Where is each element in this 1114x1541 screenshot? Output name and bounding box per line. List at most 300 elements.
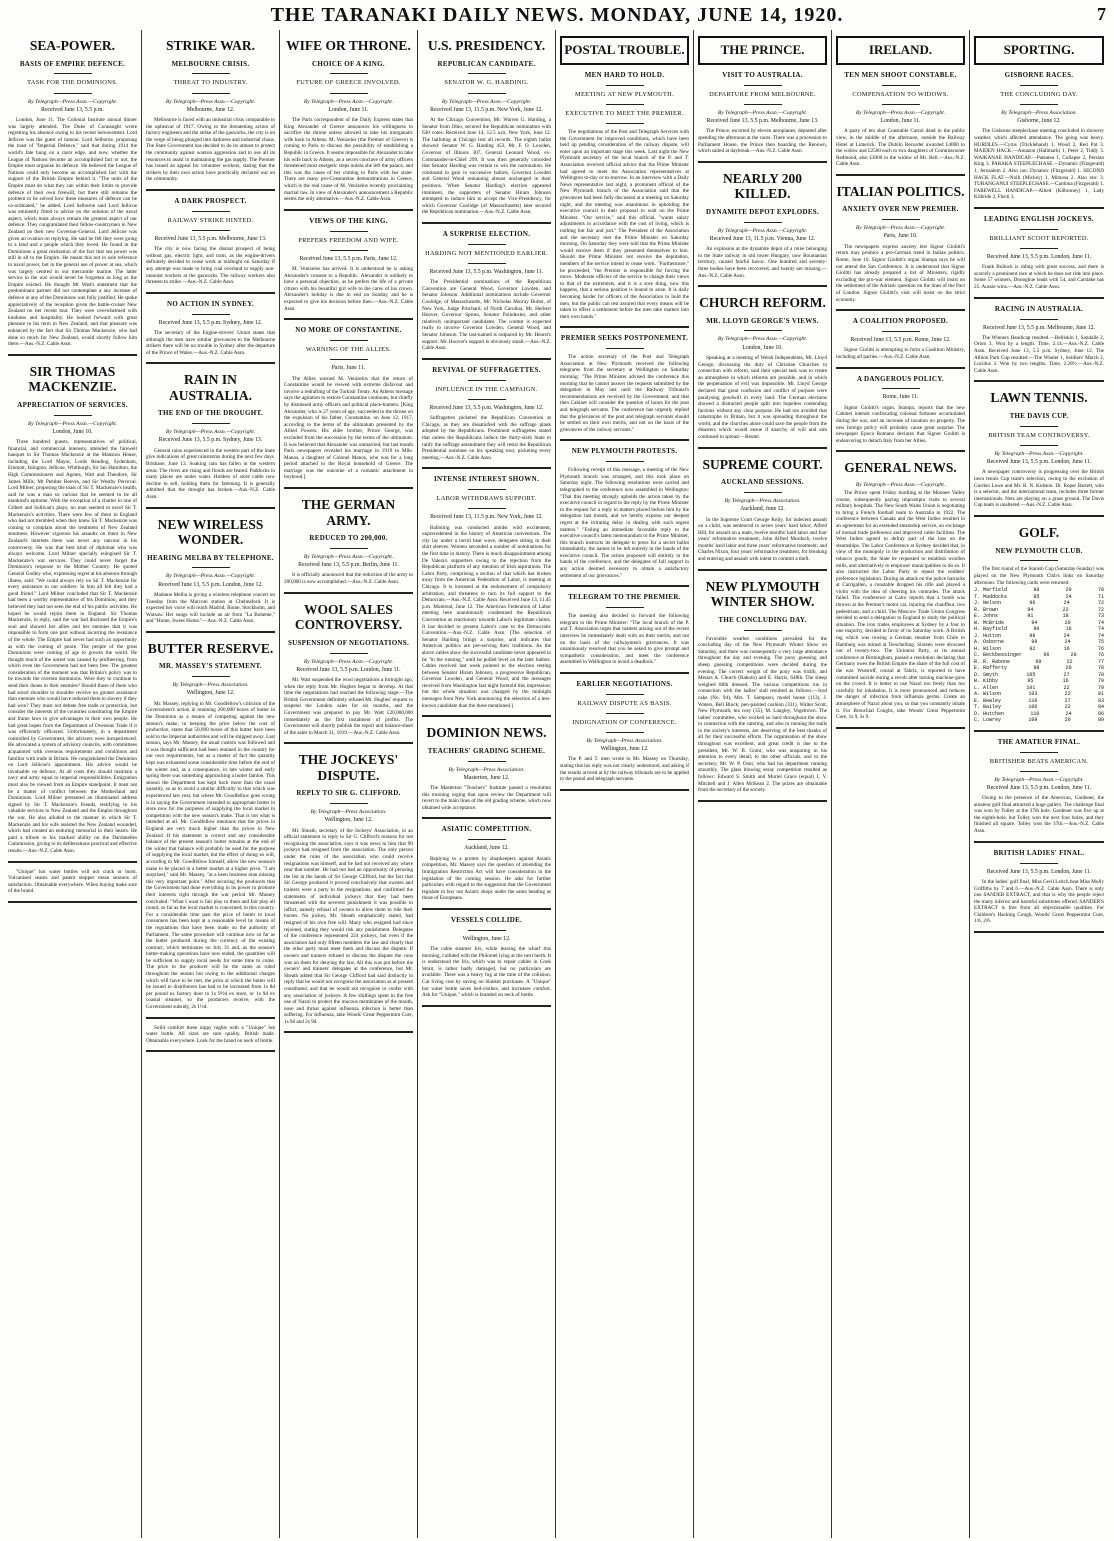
dateline: Rome, June 11. — [882, 394, 919, 401]
table-cell: 74 — [1097, 619, 1104, 626]
subheading: REPLY TO SIR G. CLIFFORD. — [296, 789, 401, 798]
subheading: AUCKLAND SESSIONS. — [721, 478, 804, 487]
article — [422, 38, 551, 216]
table-cell: 103 — [1028, 691, 1038, 698]
article-body: The Presidential nominations of the Republican Convention are General Wood, Governor Lowden, and Senator Johnson. Additional nominations include Governor Coolidge, of Massachusetts, Mr. Nicholas Murray Butler, of New York, Judge Pritchard, of North Carolina, Mr. Herbert Hoover, Governor Sprout, Senator Poindexter, and other relatively unimportant candidates. The contest is expected really to involve Governor Lowden, General Wood, and Senator Johnson. The last-named is outpaced by Mr. Hearst's support. Mr. Hoover's support is obviously small.—Aus.-N.Z. Cable Assn. — [422, 279, 551, 352]
article-separator — [284, 592, 413, 594]
dateline: Received June 13, 5.5 p.m. Sydney, June 12. — [158, 319, 263, 326]
article-body: Signor Giolitti's organ, Stampa, reports that the new Cabinet intends confiscating colossal fortunes accumulated during the war, and an increase of taxation on property. The new foreign policy will probably cause great surprise. The newspaper Epoca Romano declares that Signor Giolitti is endeavoring to detach Italy from her Allies. — [836, 404, 965, 444]
page-number: 7 — [1097, 4, 1106, 24]
divider — [330, 803, 368, 804]
table-cell: 16 — [1063, 645, 1070, 652]
divider — [1020, 560, 1058, 561]
table-cell: 90 — [1033, 626, 1040, 633]
divider — [1020, 445, 1058, 446]
table-cell: 101 — [1026, 684, 1036, 691]
article — [698, 579, 827, 794]
table-cell: 20 — [1065, 665, 1072, 672]
table-cell: 96 — [1029, 600, 1036, 607]
divider — [606, 104, 644, 105]
table-cell: 24 — [1063, 632, 1070, 639]
table-cell: 27 — [1063, 671, 1070, 678]
headline: THE PRINCE. — [698, 36, 827, 65]
dateline: Received June 13, 5.5 p.m. — [41, 106, 104, 113]
article-separator — [836, 367, 965, 369]
table-cell: 20 — [1064, 717, 1071, 724]
article-separator — [284, 742, 413, 744]
table-cell: 22 — [1063, 684, 1070, 691]
divider — [744, 492, 782, 493]
newspaper-column — [832, 30, 970, 1538]
divider — [330, 250, 368, 251]
divider — [192, 93, 230, 94]
subheading: WARNING OF THE ALLIES. — [305, 346, 392, 354]
divider — [1020, 771, 1058, 772]
byline: By Telegraph—Press Assn.—Copyright. — [165, 98, 256, 105]
subheading: LEADING ENGLISH JOCKEYS. — [983, 214, 1095, 223]
dateline: Received June 13, 5.5 p.m. Melbourne, June 13. — [154, 235, 267, 242]
dateline: Received June 13, 5.5 p.m. Melbourne, June 12. — [983, 324, 1095, 331]
subheading: BRITISH LADIES' FINAL. — [993, 848, 1085, 857]
table-cell: 78 — [1097, 671, 1104, 678]
divider — [330, 231, 368, 232]
article — [836, 460, 965, 720]
article-body: The action secretary of the Post and Telegraph Association at New Plymouth received the following telegrams from the secretary at Wellington on Saturday morning: "The Prime Minister advised the conference this morning that he cannot answer the requests submitted by the delegation in May last until the Railway Tribunal's recommendations are received by the Government, and that then Cabinet will consider the question of hours for the post and telegraph servants. The conference has urgently replied that the grievances of the post and telegraph servants should be settled on their own merits, and not on the basis of the grievances of the railway servants." — [560, 354, 689, 433]
article — [8, 38, 137, 348]
dateline: Received June 13, 11.5 p.m. Vienna, June 12. — [709, 235, 816, 242]
dateline: Received June 13, 5.5 p.m. Sydney, June 13. — [158, 437, 263, 444]
subheading: A DARK PROSPECT. — [174, 196, 247, 205]
dateline: Received June 13, 5.5 p.m. London, June 12. — [158, 581, 263, 588]
byline: By Telegraph—Press Association. — [586, 738, 663, 744]
newspaper-title: THE TARANAKI DAILY NEWS. MONDAY, JUNE 14, 1920. — [270, 4, 844, 26]
table-cell: 22 — [1064, 691, 1071, 698]
subheading: SENATOR W. G. HARDING. — [444, 79, 529, 87]
divider — [192, 423, 230, 424]
table-cell: 74 — [1097, 626, 1104, 633]
article-body: The city is now facing the dismal prospect of being without gas, electric light, and tram, as the engine-drivers definitely decided to cease work at midnight on Saturday if any attempt was made to bring coal overland to supply non-unionist workers at the gasworks. The railway workers also threaten to strike.—Aus.-N.Z. Cable Assn. — [146, 246, 275, 286]
article-body: A newspaper controversy is progressing over the British lawn tennis Cup team's selection, owing to the exclusion of Gordon Lowe and Mr. R. N. Kidston. Dr. Roper Barrett, who is a selector, and the international team, includes three former internationals. Nets are playing on a grass ground. The Davis Cup team is unaltered.—Aus.-N.Z. Cable Assn. — [974, 469, 1104, 509]
table-cell: E. Bewley — [974, 697, 1002, 704]
subheading: DYNAMITE DEPOT EXPLODES. — [705, 207, 820, 216]
article-separator — [146, 507, 275, 509]
table-cell: 22 — [1062, 606, 1069, 613]
subheading: MR. MASSEY'S STATEMENT. — [159, 662, 262, 671]
dateline: Melbourne, June 12. — [186, 106, 235, 113]
table-cell: 106 — [1028, 704, 1038, 711]
table-cell: 110 — [1030, 710, 1040, 717]
divider — [882, 331, 920, 332]
byline: By Telegraph—Press Assn.—Copyright. — [303, 658, 394, 665]
article-separator — [146, 631, 275, 633]
dateline: Received June 13, 11.5 p.m. New York, June 12. — [430, 514, 543, 521]
article-separator — [698, 285, 827, 287]
article-body: The first round of the Stanish Cup (Saturday-Sunday) was played on the New Plymouth Club's links on Saturday afternoon. The following cards were returned: — [974, 566, 1104, 586]
article-separator — [284, 318, 413, 320]
subheading: VESSELS COLLIDE. — [450, 915, 523, 924]
article-separator — [284, 1031, 413, 1033]
article-separator — [974, 380, 1104, 382]
table-cell: 71 — [1097, 593, 1104, 600]
subheading: NEW PLYMOUTH PROTESTS. — [571, 447, 678, 456]
article — [974, 390, 1104, 509]
headline: SPORTING. — [974, 36, 1104, 65]
article-body: Mr. Sheath, secretary of the Jockeys' Association, in an official statement in reply to Sir G. Clifford's reasons for not recognising the association, says it was news to him that 90 jockeys had resigned from the association. The only person under the rules of the association who could receive resignations was himself, and he had not received any where near that number. He had not had an opportunity of perusing the list in the hands of Sir George Clifford, but the fact that Sir George produced it proved conclusively that owners and trainers were a party to the resignations, and confirmed the statements of individual jockeys that they had been threatened with the severest punishment it was possible to inflict, namely refusal of owners to allow them to ride their horses. No jockey, Mr. Sheath emphatically stated, had resigned of his own free will. Many who resigned had since rejoined, stating they would risk any punishment. Delegates of the conference represented 224 jockeys, but even if the association had only fifteen members the law and clearly that the other party must meet them and discuss the dispute. If owners and trainers refused to discuss the dispute the cons was on them for denying the law. All this was put before the owners' and trainers' delegates at the conference, but Mr. Sheath added that Sir George Clifford had said distinctly in reply that he would not recognise the association as at present constituted, and that he would not recognise or confer with any association of jockeys. A few shillings spent in the free use of Nazol to protect the mucous membranes of the mouth, nose and throat against influenza infection is better than suffering. For Influenza, take Woods' Great Peppermint Cure, 1s 9d and 2s 9d. — [284, 827, 413, 1025]
subheading: A DANGEROUS POLICY. — [857, 374, 944, 383]
article — [560, 36, 689, 320]
divider — [54, 93, 92, 94]
table-cell: 92 — [1029, 645, 1036, 652]
subheading: VISIT TO AUSTRALIA. — [722, 70, 803, 79]
subheading: THREAT TO INDUSTRY. — [173, 79, 248, 87]
article-separator — [8, 354, 137, 356]
table-cell: J. Nelson — [974, 600, 1002, 607]
article — [560, 334, 689, 433]
table-cell: 24 — [1064, 639, 1071, 646]
article-separator — [560, 789, 689, 791]
divider — [330, 359, 368, 360]
headline: NEW WIRELESS WONDER. — [157, 516, 264, 548]
headline: LAWN TENNIS. — [990, 390, 1088, 406]
subheading: PREMIER SEEKS POSTPONEMENT. — [560, 334, 689, 343]
article-body: M. Venizelos has arrived. It is understood he is asking Alexander's consent to a Republic. Alexander is unlikely to have a personal objection, as he prefers the life of a private citizen with his beautiful girl wife to the cares of his crown. Alexander's holiday is due to end on Sunday, and he is expected to give his decision before then.—Aus.-N.Z. Cable Assn. — [284, 266, 413, 312]
divider — [606, 607, 644, 608]
subheading: COMPENSATION TO WIDOWS. — [852, 90, 949, 98]
subheading: NO MORE OF CONSTANTINE. — [295, 326, 402, 335]
article-separator — [146, 189, 275, 191]
divider — [882, 388, 920, 389]
divider — [1020, 863, 1058, 864]
subheading: TASK FOR THE DOMINIONS. — [27, 79, 118, 87]
article-body: London, June 11. The Colonial Institute annual dinner was largely attended. The Duke of Connaught wrote regretting his absence owing to his recent bereavement. Lord Jellicoe was the guest of honour. Lord Selborne, proposing the toast of "Imperial Defence," said that during 1914 the world's fate hung on a razor edge, and now, whether the League of Nations become an accomplished fact or not, the Empire must organise its defence. He believed the League of Nations could only become an accomplished fact with the support of the British Empire behind it. "The units of the Empire must do what they can within their limits to provide defence of their own freewill, but there still remains the problem to be solved how these measures of defence can be co-ordinated," he added. Lord Selborne said Lord Jellicoe was eminently fitted to advise on the solution of the naval aspect, which must always remain the greatest aspect of our defence. They congratulated their fellow-countrymen in New Zealand on their new Governor-General. Lord Jellicoe was given an ovation on replying. He said he felt they were going to a land and a people which they loved. He found in the Dominions a great realisation of the fact that sea power was still in all to the Empire. He meant this not in sole reference to naval power, but in the general use of power at sea, which was largely centred in our mercantile marine. The latter service in the war would never be forgotten as long as the Empire existed. He thought Mr Watt's statement that the predominant partner did not contemplate a any increase of defence in any of the Dominions was fully justified. He spoke appreciatively of the reception given the battle-cruiser New Zealand on her recent tour. They were overwhelmed with kindness and hospitality. He looked forward with great pleasure to his term in New Zealand, and that pleasure was enhanced by the fact that Sir Thomas Mackenzie, who had done so much for New Zealand, would shortly follow him there.—Aus.-N.Z. Cable Assn. — [8, 116, 137, 348]
newspaper-column — [4, 30, 142, 1538]
article — [146, 300, 275, 357]
article — [974, 305, 1104, 375]
byline: By Telegraph—Press Assn.—Copyright. — [27, 98, 118, 105]
article-separator — [8, 901, 137, 903]
byline: By Telegraph—Press Assn.—Copyright. — [165, 573, 256, 580]
dateline: Received June 13, 5.5 p.m. Berlin, June 11. — [298, 562, 399, 569]
byline: By Telegraph—Press Association. — [724, 498, 801, 505]
headline: IRELAND. — [836, 36, 965, 65]
headline: U.S. PRESIDENCY. — [427, 38, 546, 53]
article-body: Mr. Massey, replying to Mr. Goodfellow's criticism of the Government's action in retaining 200,000 boxes of butter in the Dominion as a means of competing against the new season's make, in keeping the price below the cost of production, states that 50,000 boxes of this butter have been sold to the Imperial authorities and will be shipped away. Last season, says Mr. Massey, the usual custom was followed and it was thought sufficient had been retained in the country for our own requirements, but as a matter of fact the quantity kept was exhausted some considerable time before the end of the winter and, as a consequence, in late winter and early spring there was something approaching a butter famine. This season the Department has kept back more than the usual quantity, so as to avoid a similar difficulty to that which was experienced last year, but where Mr. Goodfellow goes wrong is in saying the Government intended to appropriate butter in store now for the purposes of supplying the local market in competition with the new season's make. That is not what is intended at all. Mr. Goodfellow mentions that the prices in England are very much higher than the prices in New Zealand. If his statement is correct and any considerable balance of the present season's butter remains at the end of the winter that balance will probably be used for the purpose of supplying the local market, but the effect of doing so will, according to Mr. Goodfellow himself, allow the new season's make to be placed in a better market at a higher price. "I am surprised," said Mr. Massey, "at a keen business man missing this very important point." After securing the producers that the Government had done everything in its power to promote their interests right through the war period Mr. Massey concluded: "What I want is fair play to them and fair play all round, so far as the local market is concerned, in this country. For a considerable time past the price of butter to local consumers has been kept at a reasonable level by means of the regulations that have been made on the authority of Parliament. The same procedure will continue now so far as the butter produced during the currency of the existing contract, which terminates on July 31 and, as the season's butter-making operations have now ended, the quantities will be sufficient to supply local needs for some time to come. The price to the producer will be the same as ruled throughout the season but owing to the additional charges which will have to be met, the price at which the butter will be issued to distributors has had to be increased from 1s 8d per pound ex factory door to 1s 9½d ex store, or 1s 9d ex coastal steamer, so the producers receive, with the Government subsidy, 2s 1½d. — [146, 700, 275, 1011]
table-cell: 98 — [1033, 665, 1040, 672]
table-cell: 89 — [1097, 717, 1104, 724]
article — [146, 517, 275, 625]
table-cell: R. R. Rabone — [974, 658, 1011, 665]
table-cell: 95 — [1027, 678, 1034, 685]
article — [422, 916, 551, 999]
table-cell: H. Bayfield — [974, 626, 1008, 633]
divider — [468, 399, 506, 400]
article — [698, 171, 827, 279]
divider — [330, 548, 368, 549]
table-cell: J. Marfield — [974, 587, 1008, 594]
table-cell: 20 — [1065, 587, 1072, 594]
table-cell: 16 — [1065, 626, 1072, 633]
headline: DOMINION NEWS. — [426, 725, 547, 741]
article — [974, 738, 1104, 835]
table-cell: 94 — [1031, 619, 1038, 626]
headline: SIR THOMAS MACKENZIE. — [28, 363, 117, 395]
subheading: LABOR WITHDRAWS SUPPORT. — [436, 495, 537, 503]
table-cell: 20 — [1064, 619, 1071, 626]
article — [146, 1025, 275, 1045]
dateline: Received June 13, 5.5 p.m. Melbourne, June 13. — [706, 118, 819, 125]
article — [698, 36, 827, 155]
article-body: At the Chicago Convention, Mr. Warren G. Harding, a Senator from Ohio, secured the Republican nomination with 630 votes. Received June 14, 12.5 a.m. New York, June 12. The balloting at Chicago lost all records. The eighth ballot showed: Senator W. G. Harding 453, Mr. F. O. Lowden, Governor of Illinois 307, General Leonard Wood, ex-Commander-in-Chief 299. It was then generally conceded that Senator Harding was certain to win the nomination. He continued to gain in successive ballots, Governor Lowden and General Wood remaining almost unchanged in their positions. When Senator Harding's election appeared imminent, the supporters of Senator Hiram Johnson attempted to induce him to accept the Vice-Presidency, for which Governor Coolidge (of Massachusetts) later secured the Republican nomination.—Aus.-N.Z. Cable Assn. — [422, 116, 551, 216]
subheading: TEN MEN SHOOT CONSTABLE. — [844, 70, 957, 79]
table-cell: 83 — [1097, 697, 1104, 704]
table-cell: A. Wilson — [974, 691, 1002, 698]
article-body: Madame Melba is giving a wireless telephone concert on Tuesday from the Marconi station at Chelmsford. It is expected her voice will reach Madrid, Rome, Stockholm, and Warsaw. Her songs will include an air from "La Boheme," and "Home, Sweet Home."—Aus.-N.Z. Cable Assn. — [146, 591, 275, 625]
divider — [606, 123, 644, 124]
byline: By Telegraph—Press Assn.—Copyright. — [717, 336, 808, 343]
divider — [330, 93, 368, 94]
article-separator — [422, 715, 551, 717]
subheading: THE AMATEUR FINAL. — [997, 737, 1081, 746]
divider — [744, 330, 782, 331]
article-separator — [8, 861, 137, 863]
dateline: Received June 13, 5.5 p.m. Rome, June 12. — [850, 337, 951, 344]
subheading: GISBORNE RACES. — [1004, 70, 1074, 79]
article — [8, 364, 137, 855]
byline: By Telegraph—Press Association. — [172, 682, 249, 689]
byline: By Telegraph—Press Assn.—Copyright. — [855, 109, 946, 116]
article — [836, 184, 965, 303]
article-separator — [146, 292, 275, 294]
article — [836, 375, 965, 445]
article-body: Three hundred guests, representatives of political, financial, and commercial interests, attended the farewell banquet to Sir Thomas Mackenzie at the Mansion House, including the Lord Mayor, Lords Reading, Sydenham, Emmott, Islington, Jellicoe, Whitburgh, Sir Ian Hamilton, the High Commissioners and Agents, Watt and Theodore, Sir James Mills, Mr Pember Reeves, and Sir Westby Perceval. Lord Milner, proposing the toast of Sir T. Mackenzie's health, said he was a man so various that he seemed to be all mankind's epitome. With the exception of a charter in one of Gilbert and Sullivan's plays, no man seemed to excel Sir T. Mackenzie's activities. There were few of them in England who had not trembled when they knew Sir T. Mackenzie was coming to complain about the treatment of New Zealand stoutness. However vigorous his assaults on them in New Zealand's interests there was never any rancour in his controversy. He was that best kind of diplomat who was always welcome. Lord Milner specially eulogised Sir T. Mackenzie's war services. They could never forget the Dominion's response to the Mother Country. He quoted General Godley who, expressing regret at his absence through illness, said: "We could always rely on Sir T. Mackenzie for every assistance to our soldiers. In him all felt they had a good friend." Lord Milner concluded that Sir T. Mackenzie had been a worthy representative of his Dominion, and they believed they had not seen the end of his public activities. He hoped he would rejoin them in England. Sir Thomas Mackenzie, in reply, said the war had disclosed the Empire's soul and showed her allies and her enemies that it was impossible to form one part without incurring the resistance of the whole. The Empire had never had such an opportunity as with the coming of peace. The people of the great Dominions were coming of age to govern the world. He thought much of the unrest was caused by profiteering, from which even the Government had not been free. The greatest consideration of the moment was that Britain's policy was to be towards the oversea dominions. Were they to continue to send their dones to their enemies? Should those of them who had stood shoulder to shoulder receive no greater assistance than enemies who would have reduced them to slavery if they had won? They must not debate free trade or protection, but consider the interests of the countries constituting the Empire and frame laws to give advantages to their own people. He had great hopes from the Department of Overseas Trade if it was efficiently officered. Unfortunately, in a department controlled by Government, the advisers were inexperienced. He advocated a system of advisory councils, with committees acquainted with overseas requirements and conditions and familiar with trade in Britain. He congratulated the Dominion on Lord Jellicoe's appointment. His advice would be invaluable on defence. At all costs they should maintain a navy and army equal to imperial responsibilities. Emigration must also be viewed from an Empire standpoint. It must not be a matter of conflict between the Motherland and Dominions. Lord Milner presented an illuminated address signed by Sir T. Mackenzie's friends, testifying to his valuable services to New Zealand and the Empire throughout the war. He also alluded to the manner in which Sir T. Mackenzie and his wife assisted the New Zealand wounded, which had created an enduring memorial in their hearts. He paid a tribute to his marked ability on the Dardanelles Commission, giving to its deliberations practical and effective results.—Aus.-N.Z. Cable Assn. — [8, 439, 137, 854]
dateline: Received June 13, 11.5 p.m. New York, June 12. — [430, 106, 543, 113]
table-cell: 98 — [1029, 632, 1036, 639]
dateline: Received June 13, 5.5 p.m. London, June 11. — [986, 253, 1092, 260]
subheading: BASIS OF EMPIRE DEFENCE. — [19, 59, 126, 68]
divider — [192, 567, 230, 568]
byline: By Telegraph—Press Assn.—Copyright. — [994, 776, 1084, 783]
divider — [606, 713, 644, 714]
byline: By Telegraph—Press Association. — [310, 809, 387, 816]
article-separator — [836, 727, 965, 729]
divider — [192, 314, 230, 315]
table-cell: C. Beckbessinger — [974, 652, 1023, 659]
table-cell: 18 — [1062, 613, 1069, 620]
dateline: Auckland, June 12. — [740, 506, 785, 513]
table-cell: 81 — [1097, 691, 1104, 698]
divider — [468, 244, 506, 245]
subheading: NEW PLYMOUTH CLUB. — [995, 546, 1083, 555]
subheading: PREFERS FREEDOM AND WIFE. — [298, 236, 399, 244]
table-cell: 73 — [1097, 613, 1104, 620]
divider — [468, 839, 506, 840]
article-separator — [698, 447, 827, 449]
dateline: Masterton, June 12. — [463, 774, 510, 781]
table-cell: J. Hutton — [974, 632, 1002, 639]
article-separator — [422, 1005, 551, 1007]
divider — [744, 85, 782, 86]
subheading: TEACHERS' GRADING SCHEME. — [427, 746, 546, 755]
article-body: Solid comfort these nippy nights with a "Unique" hot water bottle. All sizes are sure quality. British made. Obtainable everywhere. Look for the brand on neck of bottle. — [146, 1024, 275, 1044]
table-cell: 94 — [1027, 606, 1034, 613]
byline: By Telegraph—Press Assn.—Copyright. — [855, 481, 946, 488]
headline: THE GERMAN ARMY. — [301, 497, 396, 528]
divider — [192, 230, 230, 231]
dateline: London, June 10. — [742, 344, 783, 351]
byline: By Telegraph—Press Association. — [448, 766, 525, 773]
table-cell: 84 — [1097, 704, 1104, 711]
byline: By Telegraph—Press Assn.—Copyright. — [303, 98, 394, 105]
subheading: REPUBLICAN CANDIDATE. — [437, 59, 536, 68]
table-cell: 109 — [1028, 717, 1038, 724]
table-cell: 16 — [1062, 678, 1069, 685]
subheading: THE CONCLUDING DAY. — [1000, 90, 1078, 98]
article-body: It is officially announced that the reduction of the army to 200,000 is now accomplished.—Aus.-N.Z. Cable Assn. — [284, 572, 413, 586]
headline: NEARLY 200 KILLED. — [723, 170, 802, 202]
subheading: FUTURE OF GREECE INVOLVED. — [296, 79, 401, 87]
article-separator — [422, 817, 551, 819]
divider — [606, 348, 644, 349]
table-cell: 110 — [1028, 697, 1038, 704]
article — [284, 602, 413, 737]
divider — [468, 93, 506, 94]
table-cell: 95 — [1033, 593, 1040, 600]
headline: GENERAL NEWS. — [844, 460, 957, 476]
divider — [468, 489, 506, 490]
subheading: MEN HARD TO HOLD. — [584, 70, 665, 79]
article-separator — [836, 309, 965, 311]
article — [146, 197, 275, 286]
table-cell: 27 — [1064, 697, 1071, 704]
subheading: REDUCED TO 200,000. — [309, 534, 388, 543]
divider — [744, 222, 782, 223]
divider — [468, 73, 506, 74]
subheading: EXECUTIVE TO MEET THE PREMIER. — [565, 109, 684, 117]
article-body: Speaking at a meeting of Welsh Independents, Mr. Lloyd George, discussing the duty of Christian Churches in connection with reform, said their special task was to create an atmosphere in which reforms are possible, and in which the perpetuation of evil was impossible. Mr. Lloyd George declared that great confusion and conflict of purpose were paralysing goodwill in every land. The German elections showed a distracted people split into hopeless contending factions without any clear purpose. He had not avoided that catastrophe in Britain, but it was spreading throughout the world, and the churches alone could save the people from the disasters which would ensue if anarchy of will and aim continued to spread.—Reuter. — [698, 354, 827, 441]
article-body: The Prince spent Friday hurdling at the Moonee Valley course, subsequently paying impromptu visits to several military hospitals. The New South Wales Union is negotiating to bring a French football team to Australia in 1922. The conference between Canada and the West Indies resulted in an agreement for an extended steamship service, an exchange of mutual trade preference and improved cable facilities. The West Indies agreed to defray part of the loss on the steamships. The Labor Conference at Sydney decided that, in view of the monopoly in the production and distribution of tobacco goods, the State be requested to establish woollen mills, and alternatively to empower municipalities to do so. It also instructed the Labor Party to repeal the soldiers' preference legislation. During an attack on the police barracks at Carrigallen, a constable dropped his rifle and played a violin with the idea of cheering his comrades. The attack failed. The conference at Cairo reports that a bomb was thrown at the Premier's motor car, injuring the chauffeur, two pedestrians, and a child. The Moscow Trade Union Congress decided to send a delegation to England to study the political situation. The iron trades employees at Sydney by a four to one majority, decided in favor of no Saturday work. A British tug which was towing a German steamer from Chile to Hamburg was mined at Terschelling. Sixteen were drowned out of twenty-two. The Unionist Party, at its annual conference at Birmingham, passed a resolution declaring that Germany owes the British Empire the share of the full cost of the war. Wustroff, consul at Tabriz, is reported to have committed suicide during a revolt after turning machine-guns on the crowd. It is better to use Nazol too freely than too carefully for inhalation. It is more pronounced and reduces the danger of infection from influenza germs. Create an atmosphere of Nazol about you, so that you constantly inhale it. For Bronchial Coughs, take Woods' Great Peppermint Cure, 1s 9, 2s 9. — [836, 489, 965, 721]
dateline: Wellington, June 12. — [186, 690, 235, 697]
article — [560, 593, 689, 666]
subheading: MEETING AT NEW PLYMOUTH. — [575, 90, 674, 98]
headline: GOLF. — [1018, 524, 1060, 540]
article-body: Favorable weather conditions prevailed for the concluding day of the New Plymouth Winter Show on Saturday, and there was consequently a very large attendance throughout the day and evening. The pony guessing and sheep guessing competitions were decided during the evening. The correct weight of the pony was 644lb, and Messrs A. Church (Rahotu) and E. Harris, 648lb. The sheep weighed 80lb dressed. The various competitions run in connection with the ladies' stall resulted as follows:—Iced cake (No. 94), Mrs. T. Sampson; model house (113), J. Waters, Bell Block; pen-painted cushion (331), Walter Scott, New Plymouth; tea cosy (35), M. Langley, Vogeltown. The ladies' committee, who worked so hard throughout the show in connection with the catering, and also in running the stalls in the society's interests, are deserving of the best thanks of all for their successful efforts. The organisation of the show throughout was excellent, and great credit is due to the president, Mr. W. B. Grant, who was unsparing in his attention to every detail; to the other officials, and to the secretary, Mr. W. P. Oxer, who had his department running smoothly. The glass blowing essay competition resulted as follows: Edward S. Smith and Muriel Grace (equal) 1, V. Mitchell and J. Allen McKean 2. The prizes are obtainable from the secretary of the society. — [698, 635, 827, 794]
article-body: Signor Giolitti is attempting to form a Coalition Ministry, including all parties.—Aus.-N.Z. Cable Assn. — [836, 347, 965, 360]
subheading: MELBOURNE CRISIS. — [171, 59, 250, 68]
dateline: Gisborne, June 12. — [1017, 118, 1061, 125]
byline: By Telegraph—Press Assn.—Copyright. — [717, 227, 808, 234]
byline: By Telegraph—Press Assn.—Copyright. — [27, 420, 118, 427]
article-separator — [974, 841, 1104, 843]
newspaper-column — [970, 30, 1108, 1538]
subheading: BRITISH TEAM CONTROVERSY. — [988, 431, 1090, 439]
subheading: RAILWAY DISPUTE AS BASIS. — [577, 699, 672, 707]
article — [974, 36, 1104, 201]
subheading: BRILLIANT SCOOT REPORTED. — [989, 234, 1089, 242]
article — [422, 475, 551, 709]
article-body: The Paris correspondent of the Daily Express states that King Alexander of Greece announces his willingness to sacrifice the throne unless allowed to take his morganatic wife back to Athens. M. Venizelos (the Premier of Greece) is coming to Paris to discuss the possibility of establishing a Republic in Greece. It seems impossible for Alexander to take his wife back to Athens, as a secret conclave of army officers threatened most energetic steps unless she left the palace, and this was the cause of her coming to Paris with her sister. There are many pro-Constantine demonstrations in Greece, which is the real cause of M. Venizelos recently proclaiming martial law. In view of Alexander's announcement a Republic seems the only alternative.—Aus.-N.Z. Cable Assn. — [284, 116, 413, 203]
article — [146, 641, 275, 1011]
article-body: The cable steamer Iris, while leaving the wharf this morning, collided with the Philomel lying at the next berth. It is understood the Iris, which was to repair cables in Cook Strait, is rather badly damaged, but no particulars are available. There was a heavy fog at the time of the collision. Cut living cost by saving on blanket purchases. A "Unique" hot water bottle saves bed-clothes, and increases comfort. Ask for "Unique," which is branded on neck of bottle. — [422, 946, 551, 999]
newspaper-column — [694, 30, 832, 1538]
masthead — [0, 0, 1114, 30]
subheading: A COALITION PROPOSED. — [852, 317, 949, 326]
divider — [1020, 319, 1058, 320]
article-separator — [560, 672, 689, 674]
subheading: THE END OF THE DROUGHT. — [158, 409, 263, 418]
article — [422, 725, 551, 811]
article-separator — [146, 1050, 275, 1052]
article-body: A party of ten shot Constable Carrol dead in the public view, in the middle of the afternoon, outside the Railway Hotel at Limerick. The Dublin Recorder awarded £4000 to the widow and £2500 each to two daughters of Commissioner Redmond, also £3000 to the widow of Mr. Bell.—Aus.-N.Z. Cable Assn. — [836, 128, 965, 168]
dateline: Wellington, June 12. — [324, 817, 373, 824]
subheading: THE CONCLUDING DAY. — [718, 615, 807, 624]
article — [560, 447, 689, 579]
article-body: An explosion at the dynamite depot of a mine belonging to the State railway in old lower Hungary, now Roumanian territory, caused fearful havoc. One hundred and seventy-three bodies have been recovered, and twenty are missing.—Aus.-N.Z. Cable Assn. — [698, 246, 827, 279]
article-separator — [284, 209, 413, 211]
article-separator — [698, 569, 827, 571]
divider — [330, 73, 368, 74]
article — [146, 372, 275, 500]
headline: ITALIAN POLITICS. — [836, 183, 965, 199]
article-separator — [836, 450, 965, 452]
headline: SEA-POWER. — [29, 38, 116, 53]
divider — [54, 73, 92, 74]
article-body: "Unique" hot water bottles will not crack or burst. Vulcanised seams and patent stopper mean seasons of satisfaction. Obtainable everywhere. When buying make sure of the brand. — [8, 868, 137, 895]
newspaper-column — [556, 30, 694, 1538]
article — [284, 497, 413, 586]
article-body: General rains experienced in the western part of the State give indications of great rainstorms during the next few days. Brisbane, June 13. Soaking rain has fallen in the western areas. The rivers are rising and floods are feared. Paddocks in many places are under water. Holders of store cattle now decline to sell, holding them for fattening. It is generally admitted that the drought has broken.—Aus.-N.Z. Cable Assn. — [146, 447, 275, 500]
subheading: REVIVAL OF SUFFRAGETTES. — [432, 365, 541, 374]
divider — [330, 340, 368, 341]
table-cell: T. Maddocks — [974, 593, 1008, 600]
divider — [1020, 752, 1058, 753]
table-cell: D. Smyth — [974, 671, 999, 678]
subheading: NO ACTION IN SYDNEY. — [166, 299, 255, 308]
subheading: MR. LLOYD GEORGE'S VIEWS. — [706, 316, 819, 325]
table-cell: 76 — [1097, 652, 1104, 659]
article — [560, 680, 689, 783]
dateline: Received June 13, 5.5 p.m. London, June 11. — [986, 784, 1092, 791]
headline: CHURCH REFORM. — [699, 295, 826, 311]
article-separator — [560, 439, 689, 441]
table-cell: 22 — [1064, 704, 1071, 711]
article — [146, 38, 275, 183]
article-separator — [974, 297, 1104, 299]
subheading: TELEGRAM TO THE PREMIER. — [568, 593, 681, 602]
divider — [882, 104, 920, 105]
article — [974, 215, 1104, 291]
article-separator — [974, 207, 1104, 209]
table-cell: 79 — [1097, 678, 1104, 685]
divider — [192, 211, 230, 212]
article — [284, 752, 413, 1025]
subheading: THE DAVIS CUP. — [1009, 411, 1069, 420]
article-separator — [836, 174, 965, 176]
article-body: Mr. Watt suspended the wool negotiations a fortnight ago, when the reply from Mr. Hughes began to develop. At that time the negotiations had reached the following stage:—The British Government definitely refused Mr. Hughes' request to suspend the London sales for six months, and the Government was prepared to pay Mr. Watt £20,000,000 immediately as the first instalment of profits. The Government will shortly publish the report and balance-sheet of the sales to March 31, 1919.—Aus.-N.Z. Cable Assn. — [284, 676, 413, 736]
table-cell: 96 — [1043, 652, 1050, 659]
article-separator — [974, 515, 1104, 517]
divider — [1020, 104, 1058, 105]
article-separator — [146, 1017, 275, 1019]
table-cell: 76 — [1097, 645, 1104, 652]
headline: THE JOCKEYS' DISPUTE. — [298, 752, 399, 783]
table-cell: W. Kibby — [974, 678, 999, 685]
article-body: Melbourne is faced with an industrial crisis comparable to the upheaval of 1917. Owing to the threatening action of factory engineers and the strike of the gasworks, the city is on the verge of being plunged into darkness and industrial chaos. The State Government has decided to do its utmost to protect the community against wanton aggression and to use all its resources to assist in maintaining the gas supply. The Premier has issued an appeal for volunteer workers, stating that the strikers by their own action have practically declared war on the community. — [146, 116, 275, 183]
subheading: VIEWS OF THE KING. — [309, 216, 388, 225]
table-cell: 88 — [1033, 587, 1040, 594]
table-cell: 79 — [1097, 684, 1104, 691]
article-separator — [422, 358, 551, 360]
dateline: London, June 11. — [880, 118, 921, 125]
